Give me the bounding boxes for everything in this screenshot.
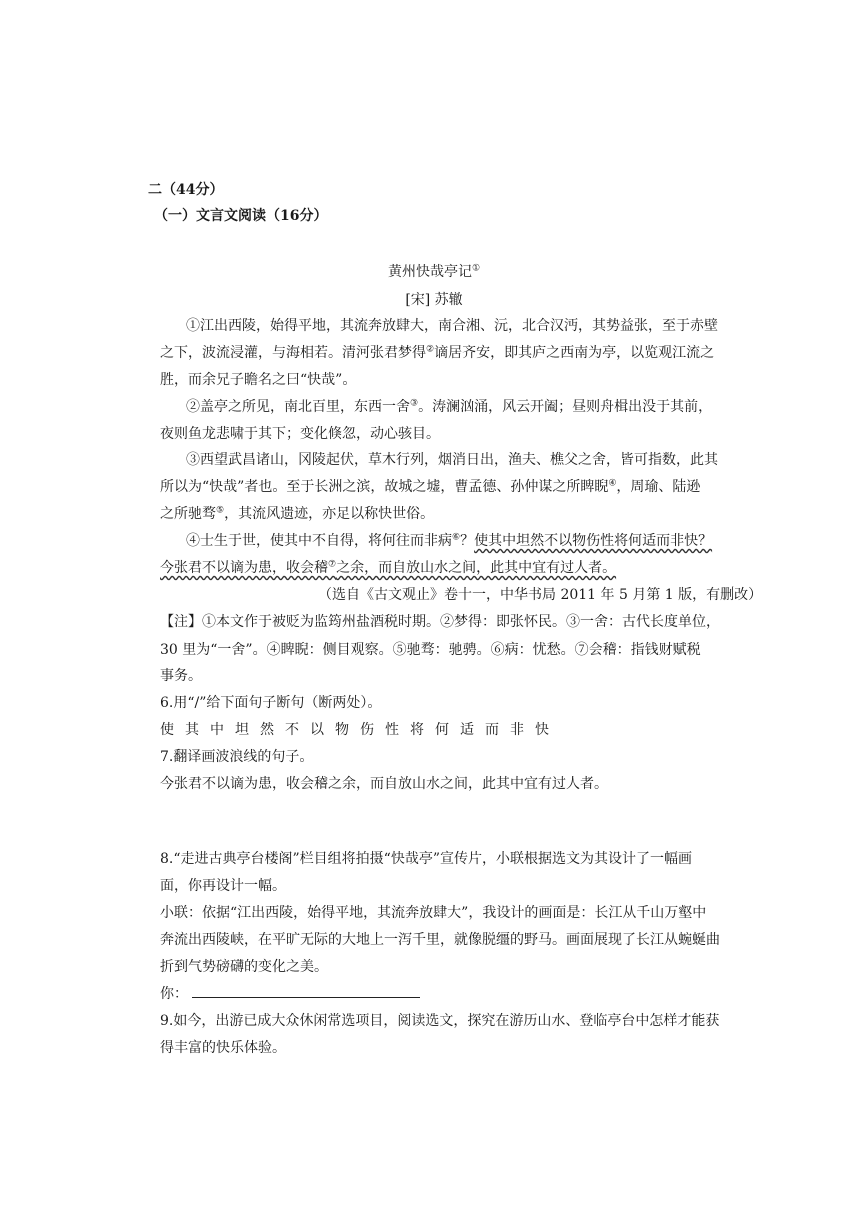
- q8-line-3: 小联：依据“江出西陵，始得平地，其流奔放肆大”，我设计的画面是：长江从千山万壑中: [160, 905, 707, 921]
- q8-answer-label: 你：: [160, 986, 188, 1002]
- p1-line-1: ①江出西陵，始得平地，其流奔放肆大，南合湘、沅，北合汉沔，其势益张，至于赤壁: [186, 318, 718, 334]
- p4-line-2: [160, 558, 616, 578]
- notes-line-3: 事务。: [160, 668, 202, 684]
- q6-prompt: 6.用“/”给下面句子断句（断两处）。: [160, 695, 382, 711]
- p3-note-a: ④: [608, 478, 617, 489]
- article-title: [0, 262, 868, 282]
- q6-sentence: 使其中坦然不以物伤性将何适而非快: [160, 722, 560, 738]
- p2-note: ③: [410, 398, 419, 409]
- article-author: [宋] 苏辙: [405, 292, 463, 308]
- article-source: （选自《古文观止》卷十一，中华书局 2011 年 5 月第 1 版，有删改）: [318, 587, 763, 603]
- q7-prompt: 7.翻译画波浪线的句子。: [160, 749, 314, 765]
- wavy-underlined-sentence-b: 今张君不以谪为患，收会稽⑦之余，而自放山水之间，此其中宜有过人者。: [160, 559, 617, 576]
- p1-note: ②: [426, 344, 435, 355]
- p3-line-1: ③西望武昌诸山，冈陵起伏，草木行列，烟消日出，渔夫、樵父之舍，皆可指数，此其: [186, 452, 718, 468]
- notes-line-1: 【注】①本文作于被贬为监筠州盐酒税时期。②梦得：即张怀民。③一舍：古代长度单位，: [160, 614, 720, 630]
- q8-answer-blank[interactable]: [192, 985, 420, 998]
- p1-line-2: 之下，波流浸灌，与海相若。清河张君梦得②谪居齐安，即其庐之西南为亭，以览观江流之: [160, 344, 715, 361]
- wavy-underlined-sentence-a: 使其中坦然不以物伤性将何适而非快？: [474, 533, 713, 549]
- p3-note-b: ⑤: [216, 505, 225, 516]
- p1-line-3: 胜，而余兄子瞻名之曰“快哉”。: [160, 372, 357, 388]
- article-title-note: ①: [471, 263, 481, 274]
- notes-line-2: 30 里为“一舍”。④睥睨：侧目观察。⑤驰骛：驰骋。⑥病：忧愁。⑦会稽：指钱财赋税: [160, 642, 701, 658]
- q9-line-2: 得丰富的快乐体验。: [160, 1040, 286, 1056]
- p3-line-2: 所以为“快哉”者也。至于长洲之滨，故城之墟，曹孟德、孙仲谋之所睥睨④，周瑜、陆逊: [160, 478, 701, 495]
- q8-line-5: 折到气势磅礴的变化之美。: [160, 959, 328, 975]
- q8-line-1: 8.“走进古典亭台楼阁”栏目组将拍摄“快哉亭”宣传片，小联根据选文为其设计了一幅画: [160, 851, 692, 867]
- p4-line-1: ④士生于世，使其中不自得，将何往而非病⑥？使其中坦然不以物伤性将何适而非快？: [186, 532, 713, 549]
- q8-line-2: 面，你再设计一幅。: [160, 878, 286, 894]
- q9-line-1: 9.如今，出游已成大众休闲常选项目，阅读选文，探究在游历山水、登临亭台中怎样才能获: [160, 1013, 720, 1029]
- section-subtitle: （一）文言文阅读（16分）: [154, 208, 328, 224]
- q7-sentence: 今张君不以谪为患，收会稽之余，而自放山水之间，此其中宜有过人者。: [160, 776, 608, 792]
- q8-line-4: 奔流出西陵峡，在平旷无际的大地上一泻千里，就像脱缰的野马。画面展现了长江从蜿蜒曲: [160, 932, 720, 948]
- p4-note-b: ⑦: [328, 559, 337, 570]
- article-title-text: 黄州快哉亭记: [387, 264, 472, 280]
- section-title: 二（44分）: [148, 182, 224, 198]
- p2-line-1: ②盖亭之所见，南北百里，东西一舍③。涛澜汹涌，风云开阖；昼则舟楫出没于其前，: [186, 398, 713, 415]
- p4-note-a: ⑥: [452, 532, 461, 543]
- p2-line-2: 夜则鱼龙悲啸于其下；变化倏忽，动心骇目。: [160, 426, 440, 442]
- q8-answer: [160, 984, 420, 1004]
- p3-line-3: 之所驰骛⑤，其流风遗迹，亦足以称快世俗。: [160, 505, 435, 522]
